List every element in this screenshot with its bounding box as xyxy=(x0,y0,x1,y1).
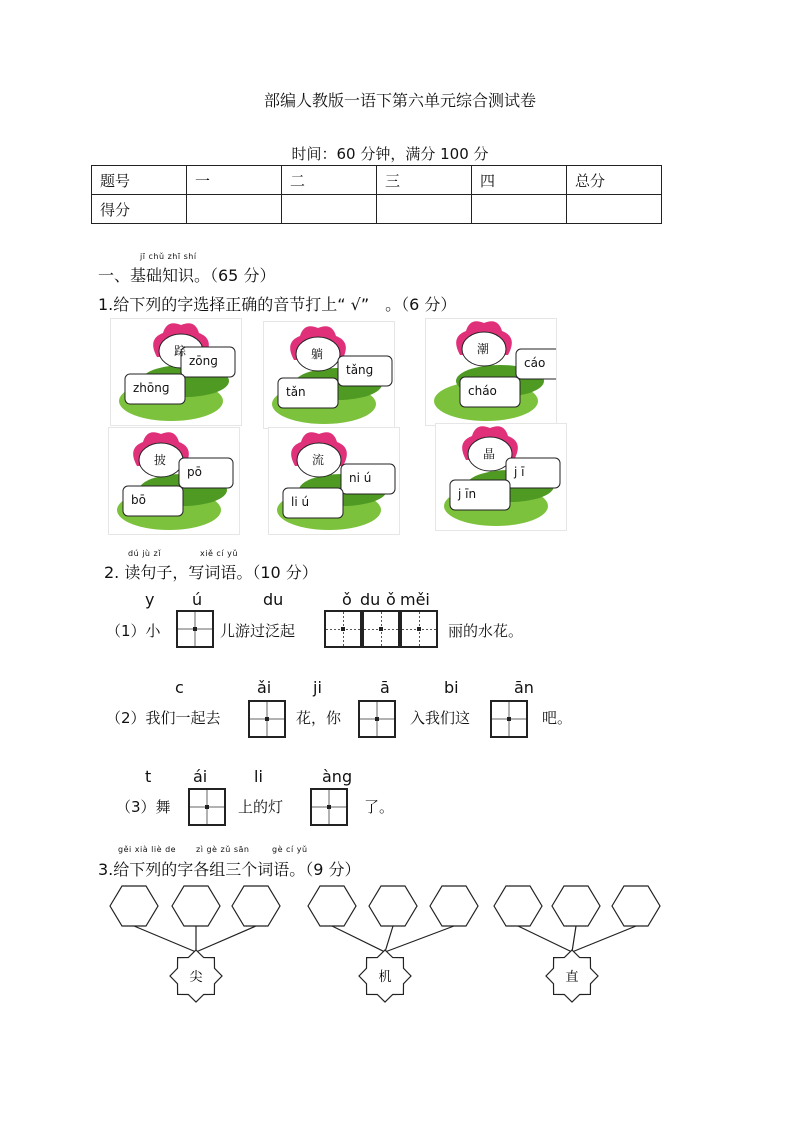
card-character: 披 xyxy=(154,453,167,467)
pinyin-syllable: ā xyxy=(380,678,390,697)
pinyin-syllable: àng xyxy=(322,767,353,786)
pinyin-syllable: ān xyxy=(514,678,534,697)
score-input-cell[interactable] xyxy=(472,195,567,224)
table-cell: 得分 xyxy=(92,195,187,224)
table-row xyxy=(92,195,662,224)
connector-line xyxy=(332,926,385,952)
lotus-icon xyxy=(269,428,399,534)
writing-box[interactable] xyxy=(324,610,362,648)
writing-box[interactable] xyxy=(310,788,348,826)
score-table xyxy=(91,165,662,224)
writing-box[interactable] xyxy=(490,700,528,738)
score-input-cell[interactable] xyxy=(567,195,662,224)
table-cell: 总分 xyxy=(567,166,662,195)
section1-heading: 一、基础知识。（65 分） xyxy=(98,266,276,285)
sentence2-start: （2）我们一起去 xyxy=(106,709,221,727)
lotus-card xyxy=(263,321,395,429)
pinyin-syllable: t xyxy=(145,767,152,786)
score-input-cell[interactable] xyxy=(282,195,377,224)
pinyin-option[interactable]: ni ú xyxy=(349,471,372,485)
pinyin-syllable: měi xyxy=(400,590,430,609)
pinyin-option[interactable]: tǎnɡ xyxy=(346,363,374,377)
writing-box[interactable] xyxy=(358,700,396,738)
score-input-cell[interactable] xyxy=(187,195,282,224)
connector-line xyxy=(518,926,572,952)
connector-line xyxy=(134,926,196,952)
lotus-icon xyxy=(426,319,556,425)
pinyin-syllable: ǎi xyxy=(257,678,272,697)
q3-heading: 3.给下列的字各组三个词语。（9 分） xyxy=(98,860,361,879)
sentence2-mid1: 花，你 xyxy=(296,709,342,727)
pinyin-option[interactable]: cháo xyxy=(468,384,497,398)
center-character: 尖 xyxy=(189,970,203,985)
lotus-card xyxy=(425,318,557,426)
q3-pinyin-c: gè cí yǔ xyxy=(272,845,308,854)
connector-line xyxy=(196,926,256,952)
connector-line xyxy=(572,926,576,952)
lotus-card xyxy=(435,423,567,531)
q2-pinyin-write: xiě cí yǔ xyxy=(200,549,238,558)
lotus-icon xyxy=(111,319,241,425)
q2-pinyin-read: dú jù zǐ xyxy=(128,549,161,558)
pinyin-syllable: c xyxy=(175,678,184,697)
table-cell: 二 xyxy=(282,166,377,195)
score-input-cell[interactable] xyxy=(377,195,472,224)
lotus-icon xyxy=(109,428,239,534)
connector-line xyxy=(385,926,393,952)
pinyin-option[interactable]: cáo xyxy=(524,356,546,370)
sentence2-end: 吧。 xyxy=(542,709,573,727)
answer-hexagon[interactable] xyxy=(612,886,660,926)
time-limit: 时间：60 分钟，满分 100 分 xyxy=(291,145,489,163)
writing-box[interactable] xyxy=(362,610,400,648)
pinyin-option[interactable]: bō xyxy=(131,493,146,507)
card-character: 踪 xyxy=(174,344,187,358)
answer-hexagon[interactable] xyxy=(308,886,356,926)
pinyin-syllable: ji xyxy=(313,678,322,697)
page-title: 部编人教版一语下第六单元综合测试卷 xyxy=(263,91,536,110)
writing-box[interactable] xyxy=(176,610,214,648)
sentence3-mid: 上的灯 xyxy=(238,798,284,816)
sentence1-mid: 儿游过泛起 xyxy=(220,622,296,640)
answer-hexagon[interactable] xyxy=(110,886,158,926)
lotus-icon xyxy=(436,424,566,530)
lotus-card xyxy=(268,427,400,535)
pinyin-option[interactable]: li ú xyxy=(291,495,310,509)
q2-heading: 2. 读句子，写词语。（10 分） xyxy=(104,563,318,582)
q1-heading: 1.给下列的字选择正确的音节打上“ √” 。（6 分） xyxy=(98,295,457,314)
pinyin-option[interactable]: zōnɡ xyxy=(189,354,218,368)
answer-hexagon[interactable] xyxy=(430,886,478,926)
center-character: 直 xyxy=(565,970,579,985)
pinyin-syllable: bi xyxy=(444,678,459,697)
sentence1-end: 丽的水花。 xyxy=(448,622,524,640)
sentence3-end: 了。 xyxy=(364,798,395,816)
card-character: 晶 xyxy=(483,447,496,461)
answer-hexagon[interactable] xyxy=(172,886,220,926)
pinyin-syllable: du xyxy=(263,590,284,609)
lotus-icon xyxy=(264,322,394,428)
table-cell: 一 xyxy=(187,166,282,195)
q3-pinyin-b: zì gè zǔ sān xyxy=(196,845,250,854)
lotus-card xyxy=(110,318,242,426)
section1-pinyin: jī chǔ zhī shí xyxy=(140,252,197,261)
pinyin-syllable: ǒ xyxy=(386,590,396,609)
pinyin-option[interactable]: j ī xyxy=(514,465,525,479)
card-character: 躺 xyxy=(311,347,324,361)
pinyin-option[interactable]: pō xyxy=(187,465,202,479)
answer-hexagon[interactable] xyxy=(369,886,417,926)
card-character: 流 xyxy=(312,453,325,467)
pinyin-syllable: ú xyxy=(192,590,203,609)
word-web-diagram xyxy=(0,876,800,1006)
writing-box[interactable] xyxy=(400,610,438,648)
center-character: 机 xyxy=(378,970,392,985)
pinyin-syllable: du xyxy=(360,590,381,609)
table-row xyxy=(92,166,662,195)
pinyin-option[interactable]: j īn xyxy=(458,487,477,501)
card-character: 潮 xyxy=(477,342,490,356)
lotus-card xyxy=(108,427,240,535)
answer-hexagon[interactable] xyxy=(552,886,600,926)
pinyin-syllable: ǒ xyxy=(342,590,352,609)
table-cell: 三 xyxy=(377,166,472,195)
pinyin-option[interactable]: tǎn xyxy=(286,385,306,399)
pinyin-option[interactable]: zhōnɡ xyxy=(133,381,170,395)
writing-box[interactable] xyxy=(188,788,226,826)
sentence3-start: （3）舞 xyxy=(116,798,171,816)
q3-pinyin-a: gěi xià liè de xyxy=(118,845,177,854)
sentence1-start: （1）小 xyxy=(106,622,161,640)
connector-line xyxy=(572,926,636,952)
pinyin-syllable: y xyxy=(145,590,155,609)
pinyin-syllable: li xyxy=(254,767,263,786)
table-cell: 题号 xyxy=(92,166,187,195)
answer-hexagon[interactable] xyxy=(494,886,542,926)
table-cell: 四 xyxy=(472,166,567,195)
sentence2-mid2: 入我们这 xyxy=(410,709,471,727)
answer-hexagon[interactable] xyxy=(232,886,280,926)
writing-box[interactable] xyxy=(248,700,286,738)
pinyin-syllable: ái xyxy=(193,767,208,786)
connector-line xyxy=(385,926,454,952)
